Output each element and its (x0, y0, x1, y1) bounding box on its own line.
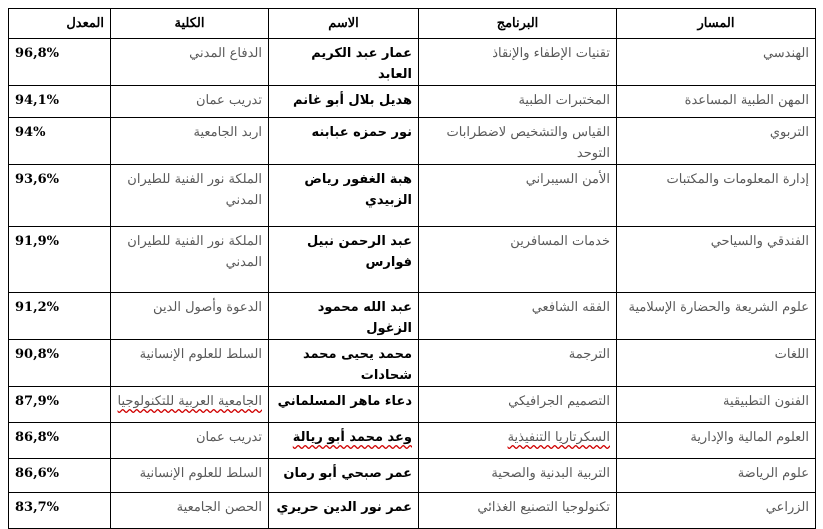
table-row (9, 493, 816, 529)
cell-college: تدريب عمان (111, 86, 269, 118)
results-table (8, 8, 816, 529)
table-row (9, 459, 816, 493)
cell-name: عبد الله محمود الزغول (269, 293, 419, 340)
cell-program: تكنولوجيا التصنيع الغذائي (419, 493, 617, 529)
cell-program: المختبرات الطبية (419, 86, 617, 118)
cell-program: الأمن السيبراني (419, 165, 617, 227)
cell-average: 93,6% (9, 165, 111, 227)
cell-college (111, 387, 269, 423)
cell-average: 83,7% (9, 493, 111, 529)
cell-name: عمر نور الدين حريري (269, 493, 419, 529)
table-row (9, 227, 816, 293)
cell-track: علوم الرياضة (617, 459, 816, 493)
cell-name: نور حمزه عبابنه (269, 118, 419, 165)
cell-average: 90,8% (9, 340, 111, 387)
header-average: المعدل (9, 9, 111, 39)
table-row (9, 387, 816, 423)
cell-college: الحصن الجامعية (111, 493, 269, 529)
spellcheck-underline: وعد محمد أبو ريالة (292, 430, 412, 445)
cell-track: التربوي (617, 118, 816, 165)
table-row (9, 86, 816, 118)
cell-name: محمد يحيى محمد شحادات (269, 340, 419, 387)
cell-track: الزراعي (617, 493, 816, 529)
cell-program: التربية البدنية والصحية (419, 459, 617, 493)
cell-track: الهندسي (617, 39, 816, 86)
cell-program: الترجمة (419, 340, 617, 387)
header-track: المسار (617, 9, 816, 39)
cell-program: القياس والتشخيص لاضطرابات التوحد (419, 118, 617, 165)
cell-college: الدعوة وأصول الدين (111, 293, 269, 340)
header-program: البرنامج (419, 9, 617, 39)
cell-program (419, 423, 617, 459)
spellcheck-underline: الجامعية العربية للتكنولوجيا (117, 394, 262, 409)
cell-average: 94% (9, 118, 111, 165)
cell-track: الفنون التطبيقية (617, 387, 816, 423)
cell-track: إدارة المعلومات والمكتبات (617, 165, 816, 227)
table-row (9, 293, 816, 340)
table-row (9, 423, 816, 459)
cell-college: السلط للعلوم الإنسانية (111, 459, 269, 493)
spellcheck-underline: السكرتاريا التنفيذية (507, 430, 610, 445)
cell-program: التصميم الجرافيكي (419, 387, 617, 423)
cell-average: 96,8% (9, 39, 111, 86)
cell-average: 94,1% (9, 86, 111, 118)
cell-name: هديل بلال أبو غانم (269, 86, 419, 118)
cell-track: اللغات (617, 340, 816, 387)
cell-college: السلط للعلوم الإنسانية (111, 340, 269, 387)
cell-name (269, 423, 419, 459)
cell-college: تدريب عمان (111, 423, 269, 459)
cell-program: الفقه الشافعي (419, 293, 617, 340)
cell-name: دعاء ماهر المسلماني (269, 387, 419, 423)
cell-college: اربد الجامعية (111, 118, 269, 165)
cell-track: العلوم المالية والإدارية (617, 423, 816, 459)
cell-program: تقنيات الإطفاء والإنقاذ (419, 39, 617, 86)
cell-average: 91,9% (9, 227, 111, 293)
cell-average: 87,9% (9, 387, 111, 423)
cell-track: الفندقي والسياحي (617, 227, 816, 293)
cell-name: عمر صبحي أبو رمان (269, 459, 419, 493)
cell-college: الملكة نور الفنية للطيران المدني (111, 165, 269, 227)
cell-track: المهن الطبية المساعدة (617, 86, 816, 118)
table-row (9, 165, 816, 227)
table-row (9, 340, 816, 387)
cell-program: خدمات المسافرين (419, 227, 617, 293)
table-row (9, 118, 816, 165)
cell-name: هبة الغفور رياض الزبيدي (269, 165, 419, 227)
cell-college: الدفاع المدني (111, 39, 269, 86)
cell-average: 86,6% (9, 459, 111, 493)
cell-track: علوم الشريعة والحضارة الإسلامية (617, 293, 816, 340)
header-name: الاسم (269, 9, 419, 39)
cell-average: 91,2% (9, 293, 111, 340)
header-college: الكلية (111, 9, 269, 39)
cell-average: 86,8% (9, 423, 111, 459)
table-row (9, 39, 816, 86)
cell-college: الملكة نور الفنية للطيران المدني (111, 227, 269, 293)
cell-name: عبد الرحمن نبيل فوارس (269, 227, 419, 293)
table-header-row (9, 9, 816, 39)
cell-name: عمار عبد الكريم العابد (269, 39, 419, 86)
